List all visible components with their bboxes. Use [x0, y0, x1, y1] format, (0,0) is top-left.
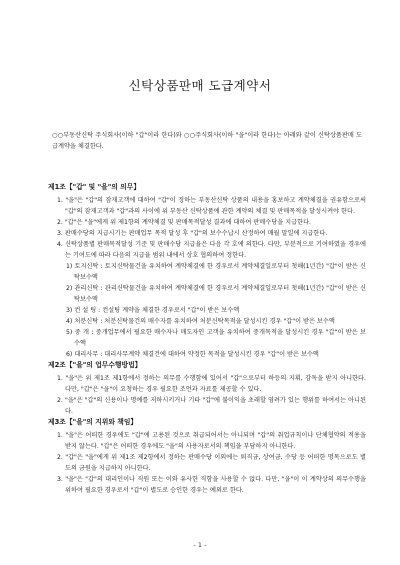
article-2-item: 2. "을"은 "갑"의 신용이나 명예를 저하시키거나 기타 "갑"에 불이익을 초래할 염려가 있는 행위를 하여서는 아니된다.	[57, 397, 366, 415]
article-1-item: 1. "을"은 "갑"의 잠재고객에 대하여 "갑"이 정하는 부동산신탁 상품의 내용을 홍보하고 계약체결을 권유함으로써 "갑"의 잠재고객과 "갑"과의 사이에 위 부동산 신탁상품에 관한 계약의 체결 및 판매목적을 달성시켜야 한다.	[57, 197, 366, 215]
article-1-subitem: 4) 처분신탁 : 처분신탁물건의 매수자를 유치하여 처분신탁목적을 달성시킨 경우 "갑"이 받은 보수액	[66, 318, 335, 325]
article-1-subitem: 5) 중 개 : 중개업무에서 필요한 매수자나 매도자인 고객을 유치하여 중개목적을 달성시킨 경우 "갑"이 받은 보수액	[66, 329, 366, 347]
article-3-item: 3. "을"은 "갑"의 대리인이나 직원 또는 이와 유사한 직함을 사용할 수 없다. 다만, "을"이 이 계약상의 의무수행을 위하여 필요한 경우로서 "갑"이 별도로 승인한 경우는 예외로 한다.	[57, 476, 366, 494]
article-1-subitem: 2) 관리신탁 : 관리신탁물건을 유치하여 계약체결에 한 경우로서 계약체결일로부터 첫해(1년간) "갑"이 받은 신탁보수액	[66, 285, 366, 303]
article-3-item: 2. "갑"은 "을"에게 위 제1조 제2항에서 정하는 판매수당 이외에는 퇴직금, 상여금, 수당 등 어떠한 명목으로도 별도의 금원을 지급하지 아니한다.	[57, 454, 366, 472]
document-body	[48, 182, 366, 496]
article-1-item: 3. 판매수당의 지급시기는 판매업무 목적 달성 후 "갑"의 보수수납시 산정하여 매월 말일에 지급한다.	[57, 230, 328, 237]
document-title: 신탁상품판매 도급계약서	[128, 78, 272, 93]
intro-paragraph: ○○부동산신탁 주식회사(이하 "갑"이라 한다)와 ○○주식회사(이하 "을"이라 한다)는 아래와 같이 신탁상품판매 도급계약을 체결한다.	[52, 132, 362, 150]
article-2-item: 1. "을"은 위 제1조 제1항에서 정하는 의무를 수행함에 있어서 "갑"으로부터 하등의 지휘, 감독을 받지 아니한다. 다만, "갑"은 "을"이 요청하는 경우 필요한 조언과 자료를 제공할 수 있다.	[57, 375, 366, 393]
article-3-item: 1. "을"은 어떠한 경우에도 "갑"에 고용된 것으로 취급되어서는 아니되며 "갑"의 취업규칙이나 단체협약의 적용을 받지 않는다. "갑"은 어떠한 경우에도 "을"의 사용자로서의 책임을 부담하지 아니한다.	[57, 432, 366, 450]
article-1-item: 4. 신탁상품별 판매목적달성 기준 및 판매수당 지급율은 다음 각 호에 의한다. 다만, 부분적으로 기여하였을 경우에는 기여도에 따라 다음의 지급율 범위 내에서 상호 협의하여 정한다.	[57, 241, 366, 259]
article-1-heading: 제1조【"갑" 및 "을"의 의무】	[48, 183, 141, 191]
article-1-subitem: 1) 토지신탁 : 토지신탁물건을 유치하여 계약체결에 한 경우로서 계약체결일로부터 첫해(1년간) "갑"이 받은 신탁보수액	[66, 263, 366, 281]
page-number: - 1 -	[193, 541, 207, 549]
article-2-heading: 제2조【"을"의 업무수행방법】	[48, 361, 142, 369]
article-3-heading: 제3조【"을"의 지위와 책임】	[48, 418, 138, 426]
article-1-subitem: 3) 컨 설 팅 : 컨설팅 계약을 체결한 경우로서 "갑"이 받은 보수액	[66, 307, 240, 314]
article-1-item: 2. "갑"은 "을"에게 위 제1항의 계약체결 및 판매목적달성 결과에 대하여 판매수당을 지급한다.	[57, 219, 312, 226]
article-1-subitem: 6) 대리사무 : 대리사무계약 체결건에 대하여 약정한 목적을 달성시킨 경우 "갑"이 받은 보수액	[66, 351, 319, 358]
